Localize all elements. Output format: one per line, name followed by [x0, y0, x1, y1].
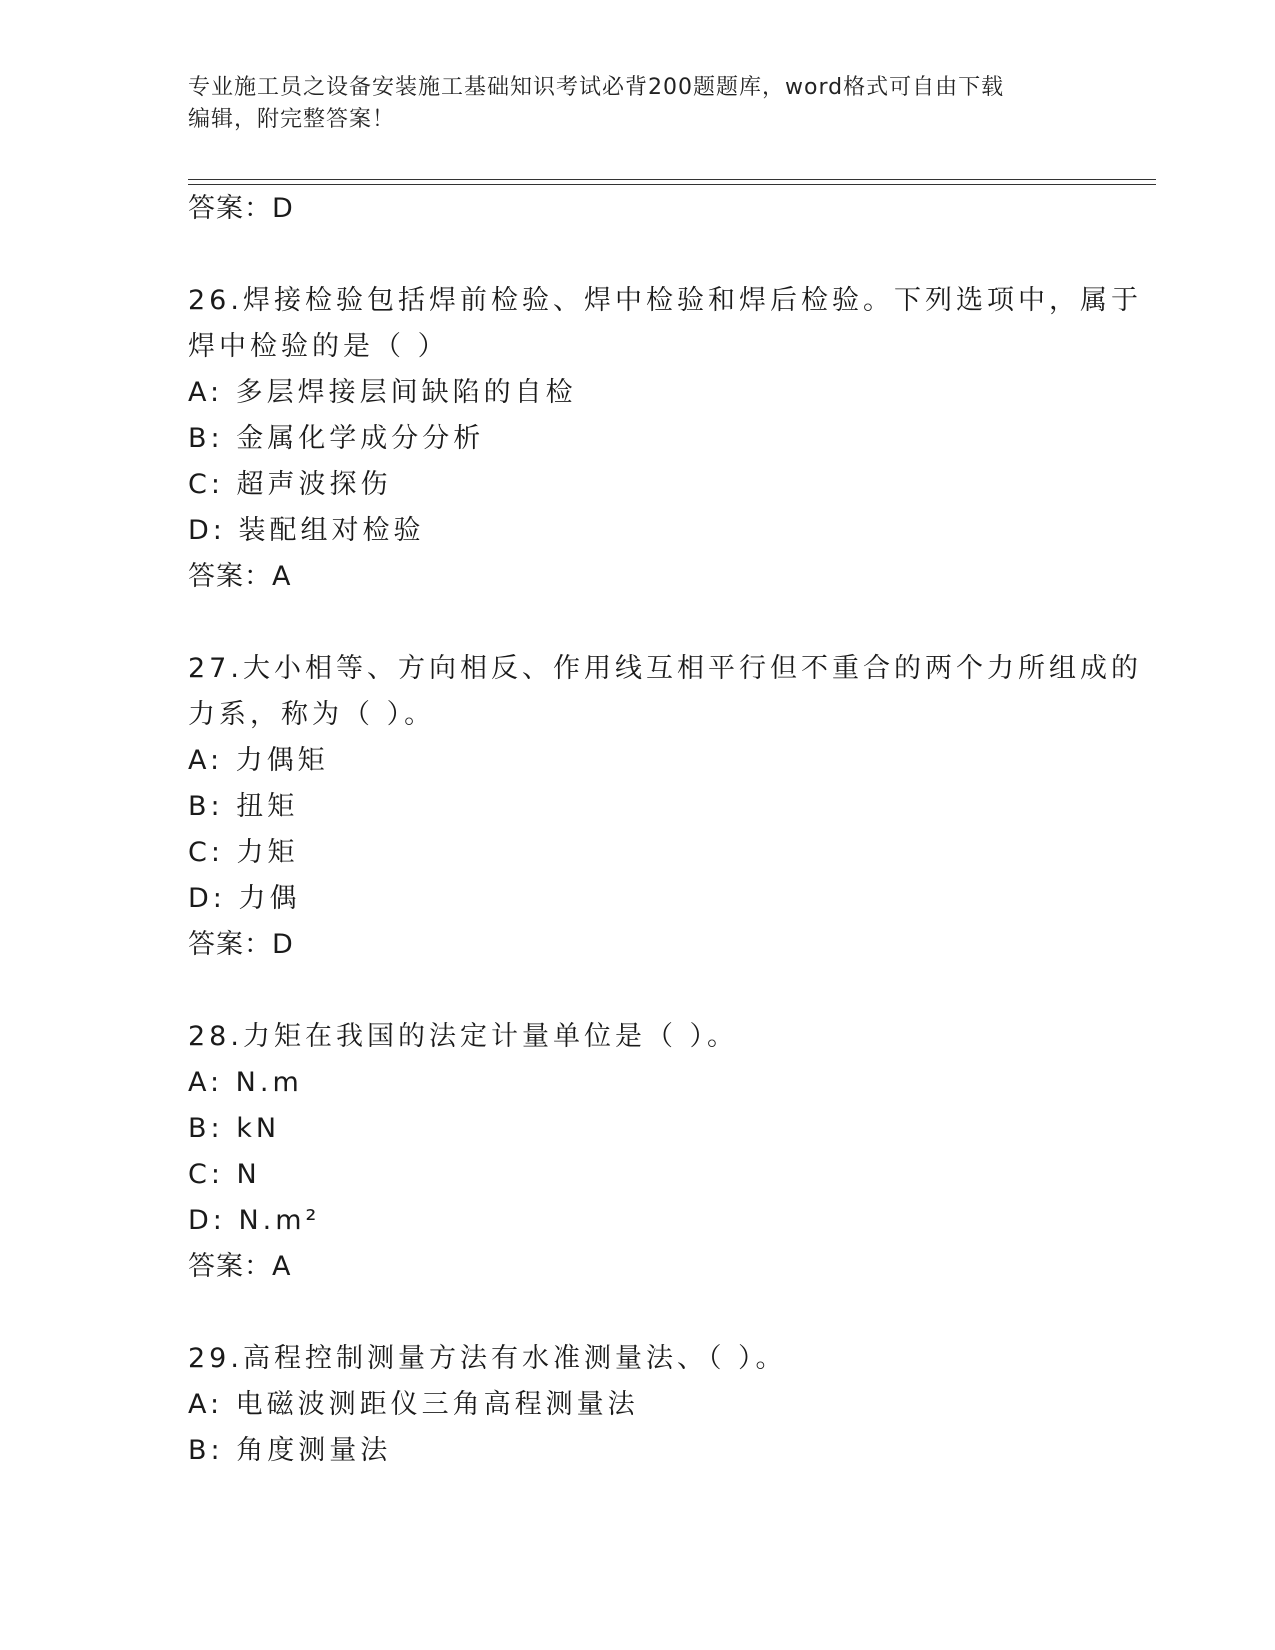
answer-line: 答案：D — [188, 193, 294, 224]
question-item — [188, 1336, 1088, 1474]
option-b: B: 扭矩 — [188, 791, 299, 822]
question-stem: 29.高程控制测量方法有水准测量法、（ ）。 — [188, 1343, 787, 1374]
option-b: B: 角度测量法 — [188, 1435, 392, 1466]
page-header — [188, 72, 1088, 136]
header-line-2: 编辑，附完整答案！ — [188, 107, 396, 132]
option-a: A: 电磁波测距仪三角高程测量法 — [188, 1389, 639, 1420]
option-d: D: N.m² — [188, 1205, 321, 1236]
spacer — [188, 968, 1088, 1014]
header-line-1: 专业施工员之设备安装施工基础知识考试必背200题题库，word格式可自由下载 — [188, 75, 1005, 100]
option-a: A: 力偶矩 — [188, 745, 329, 776]
question-stem: 26.焊接检验包括焊前检验、焊中检验和焊后检验。下列选项中，属于 — [188, 285, 1142, 316]
option-d: D: 装配组对检验 — [188, 515, 425, 546]
answer-line: 答案：A — [188, 561, 292, 592]
answer-line: 答案：A — [188, 1251, 292, 1282]
option-c: C: N — [188, 1159, 261, 1190]
question-stem-continued: 力系，称为（ ）。 — [188, 699, 436, 730]
question-list — [188, 186, 1142, 1474]
question-item — [188, 1014, 1088, 1290]
question-item — [188, 278, 1142, 600]
question-stem: 28.力矩在我国的法定计量单位是（ ）。 — [188, 1021, 739, 1052]
option-b: B: kN — [188, 1113, 281, 1144]
option-c: C: 力矩 — [188, 837, 299, 868]
header-divider — [188, 179, 1156, 185]
question-item — [188, 646, 1142, 968]
spacer — [188, 1290, 1088, 1336]
spacer — [188, 232, 1088, 278]
option-b: B: 金属化学成分分析 — [188, 423, 485, 454]
option-c: C: 超声波探伤 — [188, 469, 392, 500]
question-stem: 27.大小相等、方向相反、作用线互相平行但不重合的两个力所组成的 — [188, 653, 1142, 684]
question-stem-continued: 焊中检验的是（ ） — [188, 331, 449, 362]
option-a: A: N.m — [188, 1067, 303, 1098]
option-d: D: 力偶 — [188, 883, 301, 914]
option-a: A: 多层焊接层间缺陷的自检 — [188, 377, 577, 408]
answer-line: 答案：D — [188, 929, 294, 960]
spacer — [188, 600, 1088, 646]
